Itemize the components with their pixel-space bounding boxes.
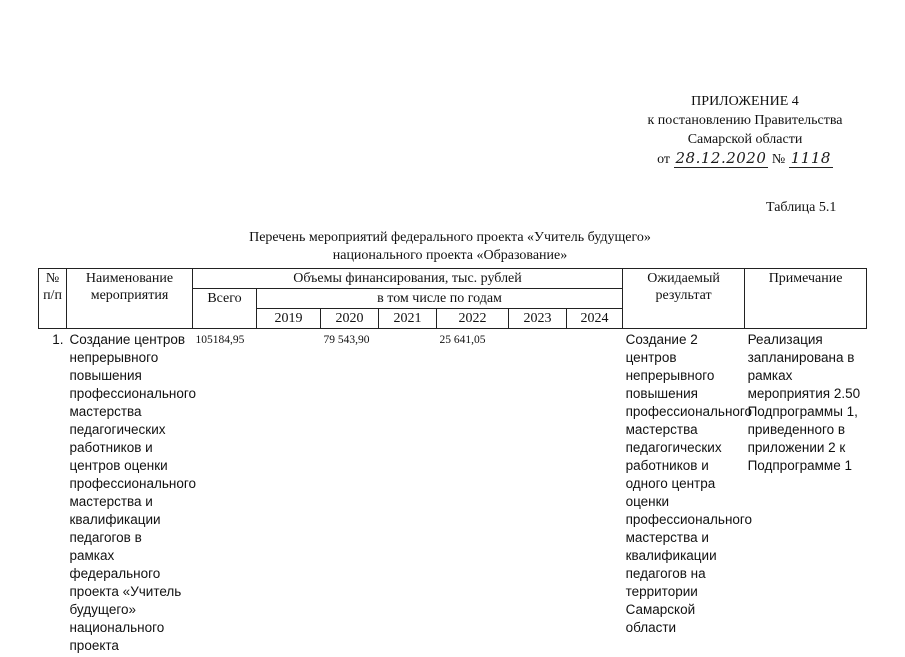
handwritten-number: 1118 (789, 149, 833, 168)
header-year-2023: 2023 (509, 309, 567, 329)
header-by-years: в том числе по годам (257, 289, 623, 309)
header-year-2020: 2020 (321, 309, 379, 329)
table-number: Таблица 5.1 (766, 200, 836, 216)
table-row (39, 329, 867, 657)
row-2023 (509, 329, 567, 657)
appendix-resolution: к постановлению Правительства (600, 111, 890, 130)
appendix-block (600, 92, 890, 169)
row-note: Реализация запланирована в рамках мероприятия 2.50 Подпрограммы 1, приведенного в приложении 2 к Подпрограмме 1 (745, 329, 867, 657)
document-title (200, 229, 700, 265)
row-2022: 25 641,05 (437, 329, 509, 657)
row-2020: 79 543,90 (321, 329, 379, 657)
title-line-2: национального проекта «Образование» (200, 247, 700, 265)
header-year-2021: 2021 (379, 309, 437, 329)
row-2021 (379, 329, 437, 657)
handwritten-date: 28.12.2020 (674, 149, 769, 168)
header-name: Наименование мероприятия (67, 269, 193, 329)
appendix-region: Самарской области (600, 130, 890, 149)
row-num: 1. (39, 329, 67, 657)
row-result: Создание 2 центров непрерывного повышения профессионального мастерства педагогических работников и одного центра оценки профессионального мастерства и квалификации педагогов на территории Самарской области (623, 329, 745, 657)
from-label: от (657, 152, 670, 167)
header-year-2022: 2022 (437, 309, 509, 329)
title-line-1: Перечень мероприятий федерального проекта «Учитель будущего» (200, 229, 700, 247)
row-2024 (567, 329, 623, 657)
header-year-2024: 2024 (567, 309, 623, 329)
header-funding: Объемы финансирования, тыс. рублей (193, 269, 623, 289)
number-label: № (772, 152, 785, 167)
header-note: Примечание (745, 269, 867, 329)
header-year-2019: 2019 (257, 309, 321, 329)
header-result: Ожидаемый результат (623, 269, 745, 329)
appendix-title: ПРИЛОЖЕНИЕ 4 (600, 92, 890, 111)
header-num: № п/п (39, 269, 67, 329)
row-total: 105184,95 (193, 329, 257, 657)
header-total: Всего (193, 289, 257, 329)
row-name: Создание центров непрерывного повышения профессионального мастерства педагогических работников и центров оценки профессионального мастерства и квалификации педагогов в рамках федерального проекта «Учитель будущего» национального проекта (67, 329, 193, 657)
measures-table (38, 268, 867, 657)
appendix-date-line (600, 149, 890, 169)
row-2019 (257, 329, 321, 657)
